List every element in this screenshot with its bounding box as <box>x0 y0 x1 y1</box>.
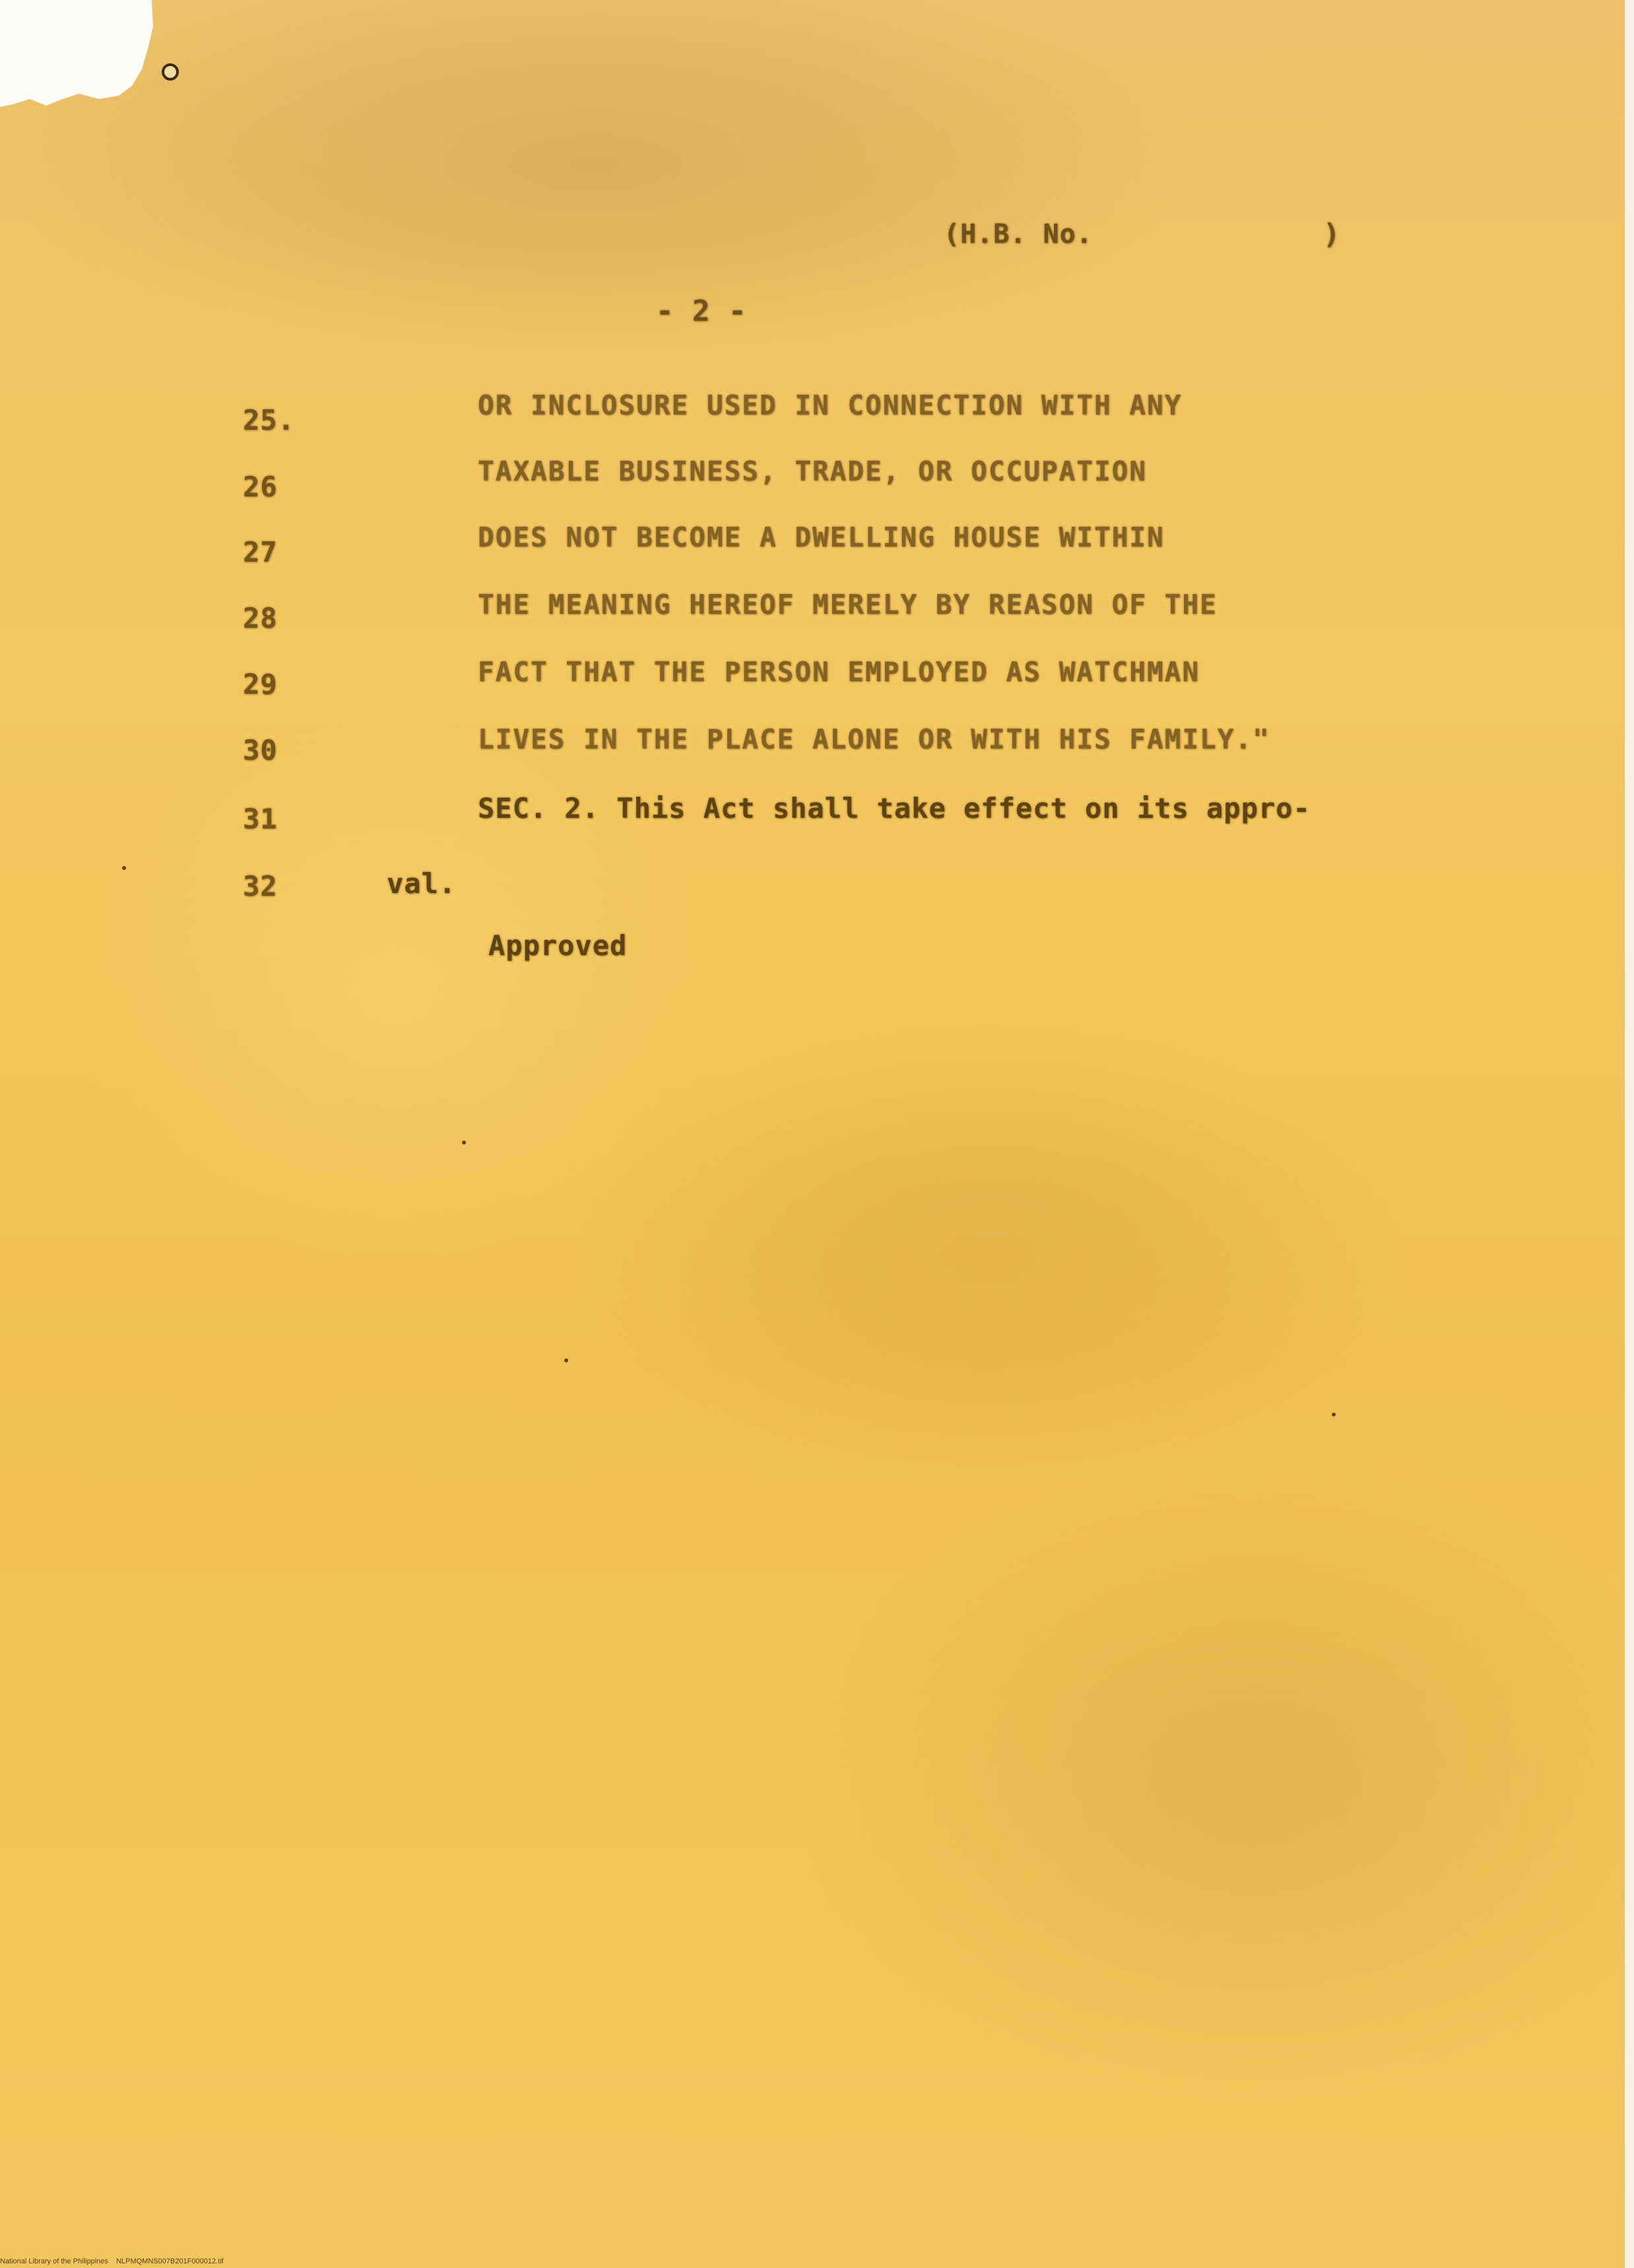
ink-speck <box>462 1141 466 1145</box>
archive-footer: National Library of the Philippines NLPMQMNS007B201F000012.tif <box>0 2257 224 2265</box>
body-line: FACT THAT THE PERSON EMPLOYED AS WATCHMAN <box>478 656 1200 688</box>
ink-speck <box>564 1358 568 1362</box>
section-line: SEC. 2. This Act shall take effect on its appro- <box>478 792 1311 824</box>
torn-paper-corner <box>0 0 172 132</box>
punch-hole <box>162 63 179 81</box>
line-number: 30 <box>243 734 278 766</box>
body-line: TAXABLE BUSINESS, TRADE, OR OCCUPATION <box>478 455 1147 487</box>
line-number: 26 <box>243 471 278 503</box>
house-bill-reference: (H.B. No. <box>944 219 1093 250</box>
line-number: 25. <box>243 404 295 436</box>
ink-speck <box>122 866 126 870</box>
body-line: DOES NOT BECOME A DWELLING HOUSE WITHIN <box>478 521 1165 553</box>
body-line: THE MEANING HEREOF MERELY BY REASON OF THE <box>478 589 1218 620</box>
body-line: OR INCLOSURE USED IN CONNECTION WITH ANY <box>478 389 1183 421</box>
body-line: LIVES IN THE PLACE ALONE OR WITH HIS FAMILY." <box>478 723 1270 755</box>
line-number: 29 <box>243 668 278 700</box>
approved-label: Approved <box>488 929 628 962</box>
line-number: 27 <box>243 536 278 568</box>
page-number: - 2 - <box>656 294 747 328</box>
line-number: 31 <box>243 803 278 835</box>
line-number: 32 <box>243 870 278 902</box>
ink-speck <box>1332 1413 1336 1417</box>
line-number: 28 <box>243 602 278 634</box>
scan-margin <box>1625 0 1634 2268</box>
house-bill-reference-close: ) <box>1323 218 1341 250</box>
continuation-line: val. <box>387 867 457 900</box>
